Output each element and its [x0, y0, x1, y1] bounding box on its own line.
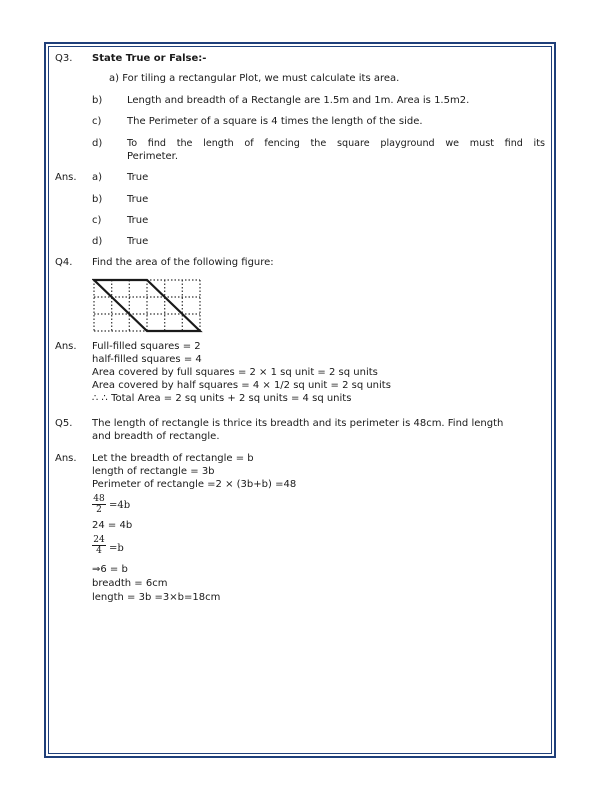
- q3-item-a: a) For tiling a rectangular Plot, we must calculate its area.: [109, 73, 400, 84]
- ans3-c-label: c): [92, 215, 102, 226]
- q3-item-b-text: Length and breadth of a Rectangle are 1.5m and 1m. Area is 1.5m2.: [127, 95, 470, 106]
- fraction-2-denominator: 4: [96, 546, 102, 556]
- fraction-1-numerator: 48: [93, 494, 105, 504]
- ans3-d-value: True: [127, 236, 149, 247]
- ans5-fraction-1: [92, 494, 106, 515]
- ans3-c-value: True: [127, 215, 149, 226]
- q3-item-c-text: The Perimeter of a square is 4 times the length of the side.: [127, 116, 423, 127]
- ans5-label: Ans.: [55, 453, 77, 464]
- ans5-line-4: 24 = 4b: [92, 520, 133, 531]
- ans3-b-value: True: [127, 194, 149, 205]
- fraction-2-numerator: 24: [93, 535, 105, 545]
- ans5-fraction-2: [92, 535, 106, 556]
- q3-item-c-label: c): [92, 116, 102, 127]
- grid-figure: [92, 276, 204, 336]
- ans4-line-4: Area covered by half squares = 4 × 1/2 sq unit = 2 sq units: [92, 380, 391, 391]
- ans5-line-5: ⇒6 = b: [92, 564, 128, 575]
- fraction-1-denominator: 2: [96, 505, 102, 515]
- ans4-label: Ans.: [55, 341, 77, 352]
- ans4-line-1: Full-filled squares = 2: [92, 341, 201, 352]
- q5-label: Q5.: [55, 418, 73, 429]
- q3-title: State True or False:-: [92, 53, 207, 64]
- ans5-line-2: length of rectangle = 3b: [92, 466, 215, 477]
- q5-line-1: The length of rectangle is thrice its breadth and its perimeter is 48cm. Find length: [92, 418, 504, 429]
- q4-label: Q4.: [55, 257, 73, 268]
- ans5-line-7: length = 3b =3×b=18cm: [92, 592, 221, 603]
- ans3-a-label: a): [92, 172, 103, 183]
- ans3-d-label: d): [92, 236, 103, 247]
- q3-item-d-text: To find the length of fencing the square playground we must find its: [127, 138, 545, 149]
- q5-line-2: and breadth of rectangle.: [92, 431, 220, 442]
- ans5-line-6: breadth = 6cm: [92, 578, 168, 589]
- ans3-b-label: b): [92, 194, 103, 205]
- q3-label: Q3.: [55, 53, 73, 64]
- ans5-fraction-1-rest: =4b: [109, 500, 131, 511]
- ans3-label: Ans.: [55, 172, 77, 183]
- ans5-line-1: Let the breadth of rectangle = b: [92, 453, 254, 464]
- ans5-fraction-2-rest: =b: [109, 543, 124, 554]
- ans3-a-value: True: [127, 172, 149, 183]
- q4-text: Find the area of the following figure:: [92, 257, 274, 268]
- ans4-line-2: half-filled squares = 4: [92, 354, 202, 365]
- ans5-line-3: Perimeter of rectangle =2 × (3b+b) =48: [92, 479, 297, 490]
- dotted-grid: [94, 280, 200, 331]
- q3-item-d-label: d): [92, 138, 103, 149]
- q3-item-d-text2: Perimeter.: [127, 151, 179, 162]
- ans4-line-5: ∴ ∴ Total Area = 2 sq units + 2 sq units = 4 sq units: [92, 393, 352, 404]
- q3-item-b-label: b): [92, 95, 103, 106]
- ans4-line-3: Area covered by full squares = 2 × 1 sq unit = 2 sq units: [92, 367, 378, 378]
